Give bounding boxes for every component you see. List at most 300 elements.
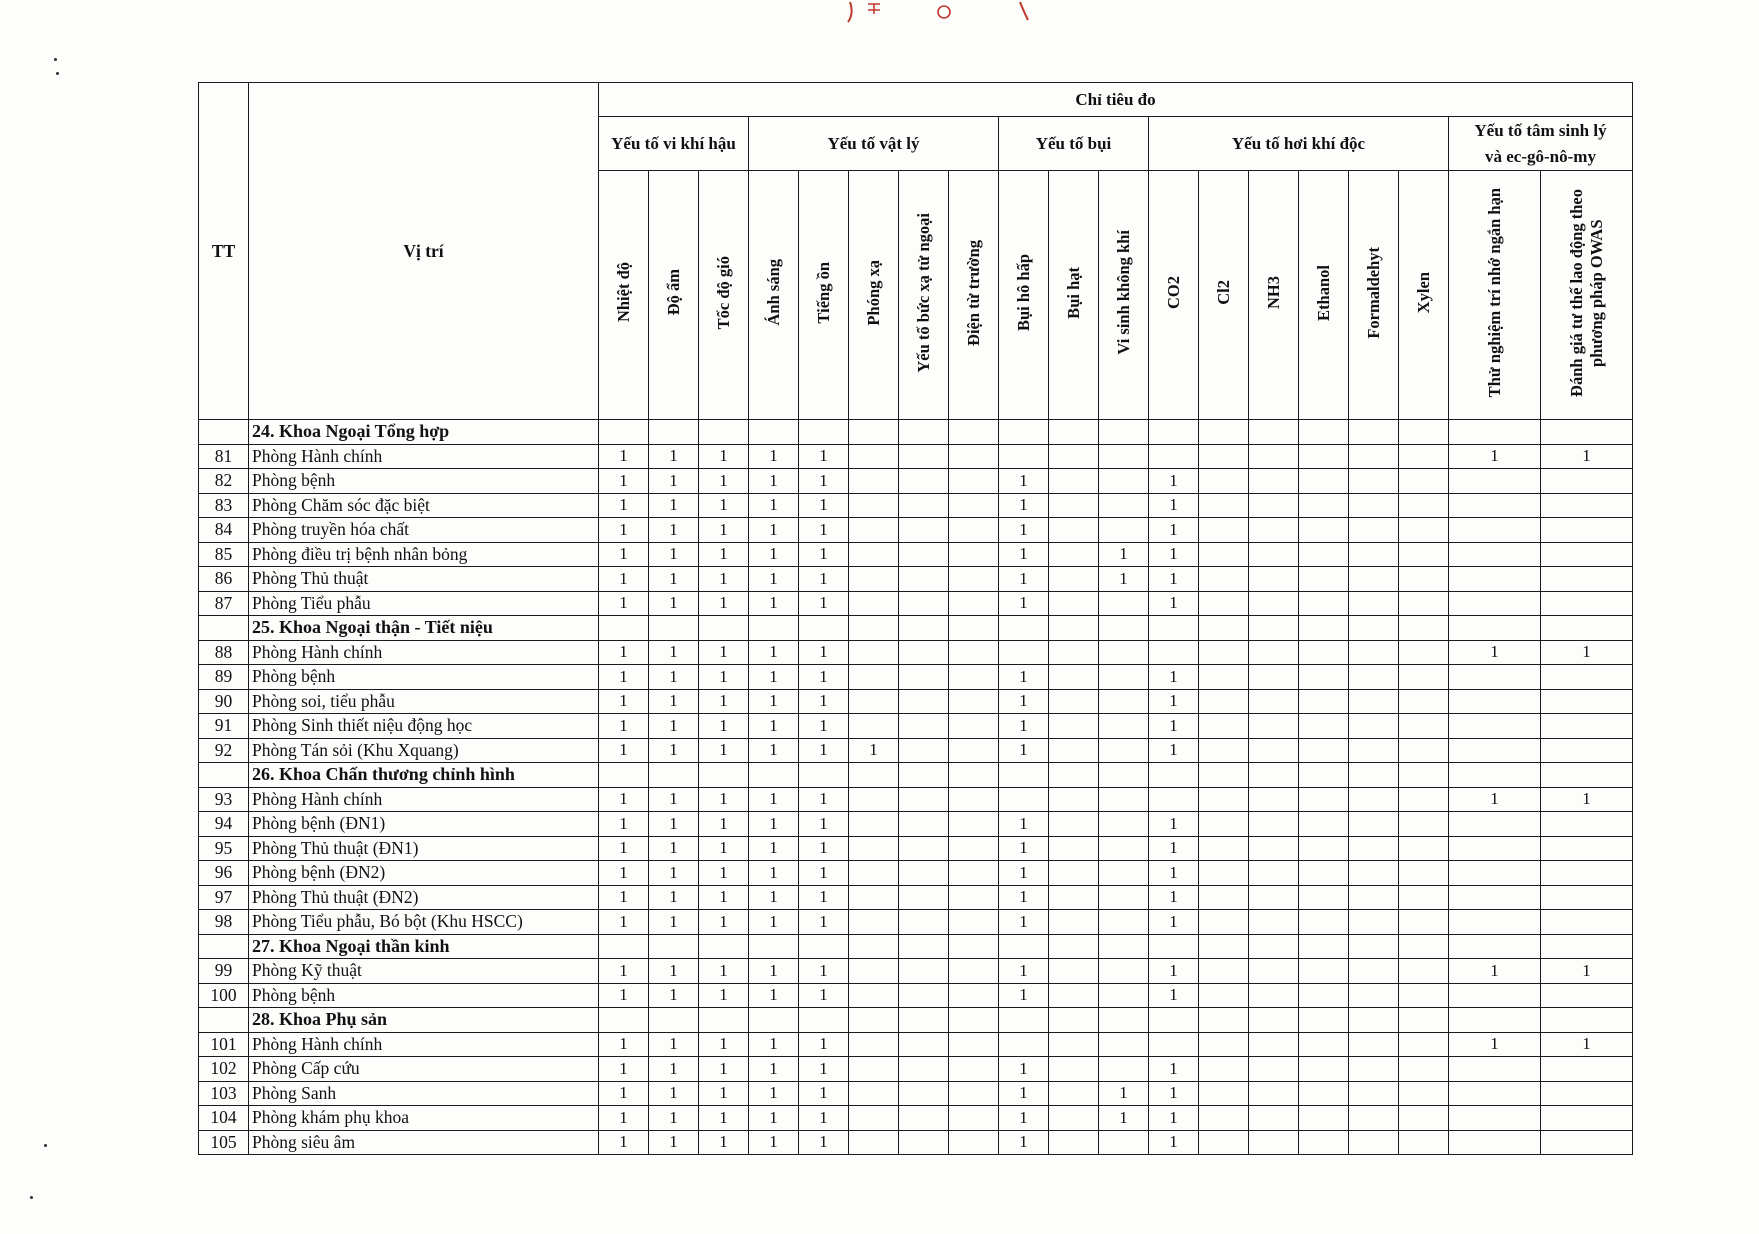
value-cell xyxy=(1249,714,1299,739)
value-cell: 1 xyxy=(699,1032,749,1057)
value-cell: 1 xyxy=(1099,567,1149,592)
value-cell xyxy=(1249,1106,1299,1131)
value-cell xyxy=(649,616,699,641)
value-cell xyxy=(1249,1081,1299,1106)
value-cell xyxy=(649,763,699,788)
column-label: Nhiệt độ xyxy=(613,262,633,323)
location-name: Phòng bệnh xyxy=(249,983,599,1008)
row-number: 105 xyxy=(199,1130,249,1155)
value-cell: 1 xyxy=(1149,885,1199,910)
column-header-4 xyxy=(749,171,799,420)
value-cell xyxy=(949,861,999,886)
value-cell xyxy=(1199,640,1249,665)
row-number: 92 xyxy=(199,738,249,763)
value-cell xyxy=(1299,1106,1349,1131)
value-cell: 1 xyxy=(749,1130,799,1155)
value-cell xyxy=(1541,493,1633,518)
value-cell xyxy=(1199,518,1249,543)
value-cell xyxy=(1249,959,1299,984)
value-cell: 1 xyxy=(799,493,849,518)
location-name: Phòng bệnh (ĐN2) xyxy=(249,861,599,886)
value-cell: 1 xyxy=(1099,1081,1149,1106)
value-cell xyxy=(999,616,1049,641)
value-cell xyxy=(1049,861,1099,886)
value-cell: 1 xyxy=(749,812,799,837)
value-cell xyxy=(1399,714,1449,739)
value-cell xyxy=(849,665,899,690)
row-number xyxy=(199,420,249,445)
value-cell: 1 xyxy=(799,983,849,1008)
table-row xyxy=(199,1057,1633,1082)
column-header-1 xyxy=(599,171,649,420)
value-cell xyxy=(1249,836,1299,861)
value-cell: 1 xyxy=(1541,959,1633,984)
value-cell xyxy=(1399,444,1449,469)
location-name: Phòng Tán sỏi (Khu Xquang) xyxy=(249,738,599,763)
value-cell xyxy=(849,567,899,592)
value-cell xyxy=(1199,763,1249,788)
value-cell: 1 xyxy=(749,1106,799,1131)
table-row xyxy=(199,1106,1633,1131)
location-name: Phòng Cấp cứu xyxy=(249,1057,599,1082)
value-cell: 1 xyxy=(699,738,749,763)
table-row xyxy=(199,812,1633,837)
value-cell: 1 xyxy=(799,469,849,494)
value-cell xyxy=(999,787,1049,812)
value-cell xyxy=(1349,910,1399,935)
value-cell xyxy=(1049,567,1099,592)
value-cell: 1 xyxy=(999,518,1049,543)
value-cell: 1 xyxy=(799,812,849,837)
group-header-2: Yếu tố vật lý xyxy=(749,117,999,171)
value-cell xyxy=(1199,1081,1249,1106)
value-cell xyxy=(949,1081,999,1106)
value-cell: 1 xyxy=(699,591,749,616)
value-cell xyxy=(999,934,1049,959)
value-cell xyxy=(1349,983,1399,1008)
value-cell: 1 xyxy=(799,640,849,665)
table-row xyxy=(199,910,1633,935)
value-cell xyxy=(849,542,899,567)
value-cell xyxy=(1399,934,1449,959)
row-number: 87 xyxy=(199,591,249,616)
value-cell: 1 xyxy=(599,591,649,616)
value-cell: 1 xyxy=(999,885,1049,910)
value-cell xyxy=(949,714,999,739)
value-cell xyxy=(1099,1130,1149,1155)
value-cell: 1 xyxy=(1099,542,1149,567)
value-cell: 1 xyxy=(649,714,699,739)
value-cell xyxy=(1199,812,1249,837)
value-cell xyxy=(1199,714,1249,739)
value-cell xyxy=(1541,591,1633,616)
value-cell: 1 xyxy=(749,591,799,616)
value-cell xyxy=(1449,1057,1541,1082)
value-cell xyxy=(1099,518,1149,543)
value-cell: 1 xyxy=(599,665,649,690)
value-cell xyxy=(1349,1008,1399,1033)
value-cell: 1 xyxy=(1149,493,1199,518)
value-cell: 1 xyxy=(1449,640,1541,665)
value-cell: 1 xyxy=(749,542,799,567)
value-cell xyxy=(1349,1081,1399,1106)
value-cell xyxy=(949,1130,999,1155)
value-cell xyxy=(1199,1008,1249,1033)
value-cell xyxy=(949,640,999,665)
value-cell: 1 xyxy=(749,1057,799,1082)
value-cell xyxy=(749,420,799,445)
value-cell xyxy=(849,1130,899,1155)
value-cell: 1 xyxy=(649,861,699,886)
column-header-19 xyxy=(1541,171,1633,420)
value-cell: 1 xyxy=(999,714,1049,739)
value-cell xyxy=(1349,763,1399,788)
header-position: Vị trí xyxy=(249,83,599,420)
location-name: Phòng Hành chính xyxy=(249,787,599,812)
value-cell: 1 xyxy=(999,1057,1049,1082)
value-cell xyxy=(1199,591,1249,616)
value-cell xyxy=(1249,1008,1299,1033)
value-cell xyxy=(1299,1130,1349,1155)
value-cell xyxy=(1199,959,1249,984)
value-cell xyxy=(1349,1057,1399,1082)
value-cell xyxy=(1299,910,1349,935)
row-number: 94 xyxy=(199,812,249,837)
value-cell xyxy=(1149,787,1199,812)
value-cell: 1 xyxy=(649,836,699,861)
value-cell xyxy=(1349,934,1399,959)
value-cell: 1 xyxy=(799,1057,849,1082)
table-row xyxy=(199,665,1633,690)
location-name: Phòng khám phụ khoa xyxy=(249,1106,599,1131)
value-cell xyxy=(849,640,899,665)
value-cell xyxy=(1299,738,1349,763)
value-cell xyxy=(1099,689,1149,714)
table-row xyxy=(199,1130,1633,1155)
value-cell xyxy=(1049,910,1099,935)
value-cell xyxy=(1099,665,1149,690)
value-cell xyxy=(1541,738,1633,763)
value-cell xyxy=(949,738,999,763)
row-number: 88 xyxy=(199,640,249,665)
column-label: Ethanol xyxy=(1313,264,1333,321)
value-cell: 1 xyxy=(649,493,699,518)
value-cell: 1 xyxy=(699,1081,749,1106)
value-cell xyxy=(849,444,899,469)
value-cell xyxy=(949,885,999,910)
value-cell xyxy=(1349,542,1399,567)
scan-speck xyxy=(44,1144,47,1147)
value-cell: 1 xyxy=(649,812,699,837)
value-cell xyxy=(949,469,999,494)
location-name: Phòng bệnh (ĐN1) xyxy=(249,812,599,837)
value-cell xyxy=(1149,616,1199,641)
value-cell xyxy=(1249,640,1299,665)
value-cell xyxy=(1449,738,1541,763)
value-cell xyxy=(899,469,949,494)
location-name: Phòng Hành chính xyxy=(249,1032,599,1057)
value-cell xyxy=(1249,934,1299,959)
value-cell: 1 xyxy=(999,738,1049,763)
value-cell xyxy=(1049,591,1099,616)
value-cell: 1 xyxy=(599,518,649,543)
measurement-table xyxy=(198,82,1633,1155)
red-stamp-fragment xyxy=(840,0,1040,24)
value-cell xyxy=(1099,420,1149,445)
value-cell xyxy=(1449,812,1541,837)
value-cell xyxy=(1541,1008,1633,1033)
value-cell xyxy=(1449,567,1541,592)
value-cell xyxy=(1399,493,1449,518)
column-label: Bụi hô hấp xyxy=(1013,253,1033,332)
value-cell: 1 xyxy=(799,1032,849,1057)
value-cell xyxy=(849,689,899,714)
value-cell: 1 xyxy=(599,910,649,935)
value-cell xyxy=(899,983,949,1008)
row-number: 93 xyxy=(199,787,249,812)
column-header-3 xyxy=(699,171,749,420)
value-cell: 1 xyxy=(749,518,799,543)
column-header-2 xyxy=(649,171,699,420)
value-cell xyxy=(1249,493,1299,518)
row-number: 100 xyxy=(199,983,249,1008)
value-cell xyxy=(1399,469,1449,494)
value-cell xyxy=(1199,444,1249,469)
value-cell: 1 xyxy=(799,910,849,935)
row-number xyxy=(199,934,249,959)
value-cell xyxy=(1299,763,1349,788)
value-cell xyxy=(1299,518,1349,543)
value-cell: 1 xyxy=(699,665,749,690)
value-cell xyxy=(949,910,999,935)
value-cell xyxy=(1249,738,1299,763)
value-cell xyxy=(1399,738,1449,763)
value-cell xyxy=(1099,616,1149,641)
value-cell xyxy=(899,861,949,886)
value-cell xyxy=(1049,493,1099,518)
location-name: Phòng Hành chính xyxy=(249,444,599,469)
value-cell xyxy=(1049,885,1099,910)
value-cell xyxy=(1349,518,1399,543)
value-cell xyxy=(1399,885,1449,910)
value-cell: 1 xyxy=(649,640,699,665)
value-cell xyxy=(1299,836,1349,861)
value-cell xyxy=(1049,714,1099,739)
value-cell xyxy=(1349,591,1399,616)
value-cell xyxy=(1349,812,1399,837)
value-cell xyxy=(1049,1032,1099,1057)
value-cell xyxy=(899,714,949,739)
row-number: 103 xyxy=(199,1081,249,1106)
value-cell xyxy=(1399,787,1449,812)
value-cell xyxy=(1149,1008,1199,1033)
value-cell: 1 xyxy=(599,1057,649,1082)
value-cell: 1 xyxy=(999,469,1049,494)
value-cell xyxy=(949,836,999,861)
value-cell xyxy=(1349,1032,1399,1057)
value-cell xyxy=(1449,934,1541,959)
row-number xyxy=(199,1008,249,1033)
value-cell: 1 xyxy=(699,983,749,1008)
table-row xyxy=(199,567,1633,592)
value-cell xyxy=(1541,885,1633,910)
value-cell: 1 xyxy=(749,1081,799,1106)
value-cell xyxy=(1199,493,1249,518)
value-cell xyxy=(1541,616,1633,641)
value-cell xyxy=(1449,1106,1541,1131)
location-name: Phòng Kỹ thuật xyxy=(249,959,599,984)
section-row xyxy=(199,934,1633,959)
value-cell xyxy=(1249,542,1299,567)
value-cell: 1 xyxy=(749,469,799,494)
value-cell: 1 xyxy=(749,861,799,886)
value-cell xyxy=(1099,983,1149,1008)
value-cell xyxy=(1349,738,1399,763)
value-cell: 1 xyxy=(599,861,649,886)
column-header-16 xyxy=(1349,171,1399,420)
location-name: Phòng Hành chính xyxy=(249,640,599,665)
value-cell xyxy=(949,959,999,984)
value-cell xyxy=(999,1008,1049,1033)
value-cell xyxy=(949,934,999,959)
value-cell xyxy=(1099,1008,1149,1033)
value-cell: 1 xyxy=(799,542,849,567)
value-cell: 1 xyxy=(699,1057,749,1082)
value-cell xyxy=(1449,885,1541,910)
value-cell xyxy=(1349,420,1399,445)
value-cell xyxy=(1349,787,1399,812)
value-cell xyxy=(1349,714,1399,739)
value-cell: 1 xyxy=(749,567,799,592)
value-cell xyxy=(1399,1057,1449,1082)
value-cell xyxy=(849,518,899,543)
value-cell: 1 xyxy=(799,567,849,592)
value-cell xyxy=(899,1081,949,1106)
value-cell xyxy=(1449,493,1541,518)
value-cell xyxy=(699,934,749,959)
row-number: 81 xyxy=(199,444,249,469)
value-cell: 1 xyxy=(999,983,1049,1008)
value-cell xyxy=(1449,983,1541,1008)
header-chi-tieu-do: Chỉ tiêu đo xyxy=(599,83,1633,117)
column-label: Ánh sáng xyxy=(763,259,783,326)
row-number: 99 xyxy=(199,959,249,984)
value-cell xyxy=(1149,1032,1199,1057)
scan-speck xyxy=(54,58,57,61)
column-header-12 xyxy=(1149,171,1199,420)
value-cell: 1 xyxy=(599,959,649,984)
value-cell xyxy=(1399,542,1449,567)
value-cell xyxy=(1049,444,1099,469)
value-cell xyxy=(1049,983,1099,1008)
value-cell: 1 xyxy=(599,1130,649,1155)
value-cell xyxy=(1299,420,1349,445)
value-cell xyxy=(1199,885,1249,910)
value-cell xyxy=(1049,518,1099,543)
column-header-17 xyxy=(1399,171,1449,420)
value-cell: 1 xyxy=(999,665,1049,690)
value-cell: 1 xyxy=(1149,812,1199,837)
table-row xyxy=(199,469,1633,494)
value-cell: 1 xyxy=(749,1032,799,1057)
value-cell: 1 xyxy=(749,444,799,469)
value-cell: 1 xyxy=(849,738,899,763)
value-cell xyxy=(1149,420,1199,445)
value-cell: 1 xyxy=(799,787,849,812)
value-cell xyxy=(1299,1081,1349,1106)
value-cell: 1 xyxy=(649,959,699,984)
value-cell xyxy=(649,934,699,959)
location-name: Phòng Sinh thiết niệu động học xyxy=(249,714,599,739)
value-cell: 1 xyxy=(999,836,1049,861)
value-cell xyxy=(1349,836,1399,861)
value-cell: 1 xyxy=(649,1130,699,1155)
value-cell xyxy=(1349,885,1399,910)
value-cell xyxy=(1349,1106,1399,1131)
value-cell: 1 xyxy=(649,591,699,616)
value-cell: 1 xyxy=(599,714,649,739)
value-cell xyxy=(1249,665,1299,690)
value-cell xyxy=(1399,836,1449,861)
value-cell: 1 xyxy=(999,812,1049,837)
value-cell xyxy=(949,812,999,837)
value-cell: 1 xyxy=(1149,1130,1199,1155)
value-cell: 1 xyxy=(699,714,749,739)
table-row xyxy=(199,689,1633,714)
value-cell xyxy=(1249,444,1299,469)
value-cell xyxy=(949,567,999,592)
value-cell xyxy=(999,444,1049,469)
value-cell xyxy=(1099,934,1149,959)
value-cell: 1 xyxy=(999,591,1049,616)
location-name: Phòng truyền hóa chất xyxy=(249,518,599,543)
value-cell xyxy=(1399,420,1449,445)
value-cell: 1 xyxy=(599,542,649,567)
header-tt: TT xyxy=(199,83,249,420)
value-cell xyxy=(899,420,949,445)
section-title: 25. Khoa Ngoại thận - Tiết niệu xyxy=(249,616,599,641)
value-cell xyxy=(1049,542,1099,567)
section-row xyxy=(199,616,1633,641)
row-number: 90 xyxy=(199,689,249,714)
value-cell xyxy=(1049,787,1099,812)
value-cell: 1 xyxy=(1449,1032,1541,1057)
value-cell xyxy=(899,1057,949,1082)
section-title: 27. Khoa Ngoại thần kinh xyxy=(249,934,599,959)
value-cell xyxy=(949,983,999,1008)
value-cell: 1 xyxy=(999,861,1049,886)
value-cell: 1 xyxy=(599,1032,649,1057)
value-cell xyxy=(949,420,999,445)
value-cell: 1 xyxy=(1541,1032,1633,1057)
value-cell xyxy=(1299,689,1349,714)
value-cell: 1 xyxy=(699,1106,749,1131)
value-cell: 1 xyxy=(749,738,799,763)
value-cell xyxy=(949,616,999,641)
column-label: Xylen xyxy=(1413,271,1433,314)
value-cell: 1 xyxy=(799,714,849,739)
value-cell: 1 xyxy=(649,567,699,592)
value-cell xyxy=(849,591,899,616)
value-cell xyxy=(1199,1130,1249,1155)
value-cell xyxy=(1199,787,1249,812)
value-cell xyxy=(1349,640,1399,665)
value-cell xyxy=(949,1106,999,1131)
value-cell xyxy=(649,420,699,445)
value-cell xyxy=(899,787,949,812)
value-cell xyxy=(1099,591,1149,616)
value-cell xyxy=(949,665,999,690)
